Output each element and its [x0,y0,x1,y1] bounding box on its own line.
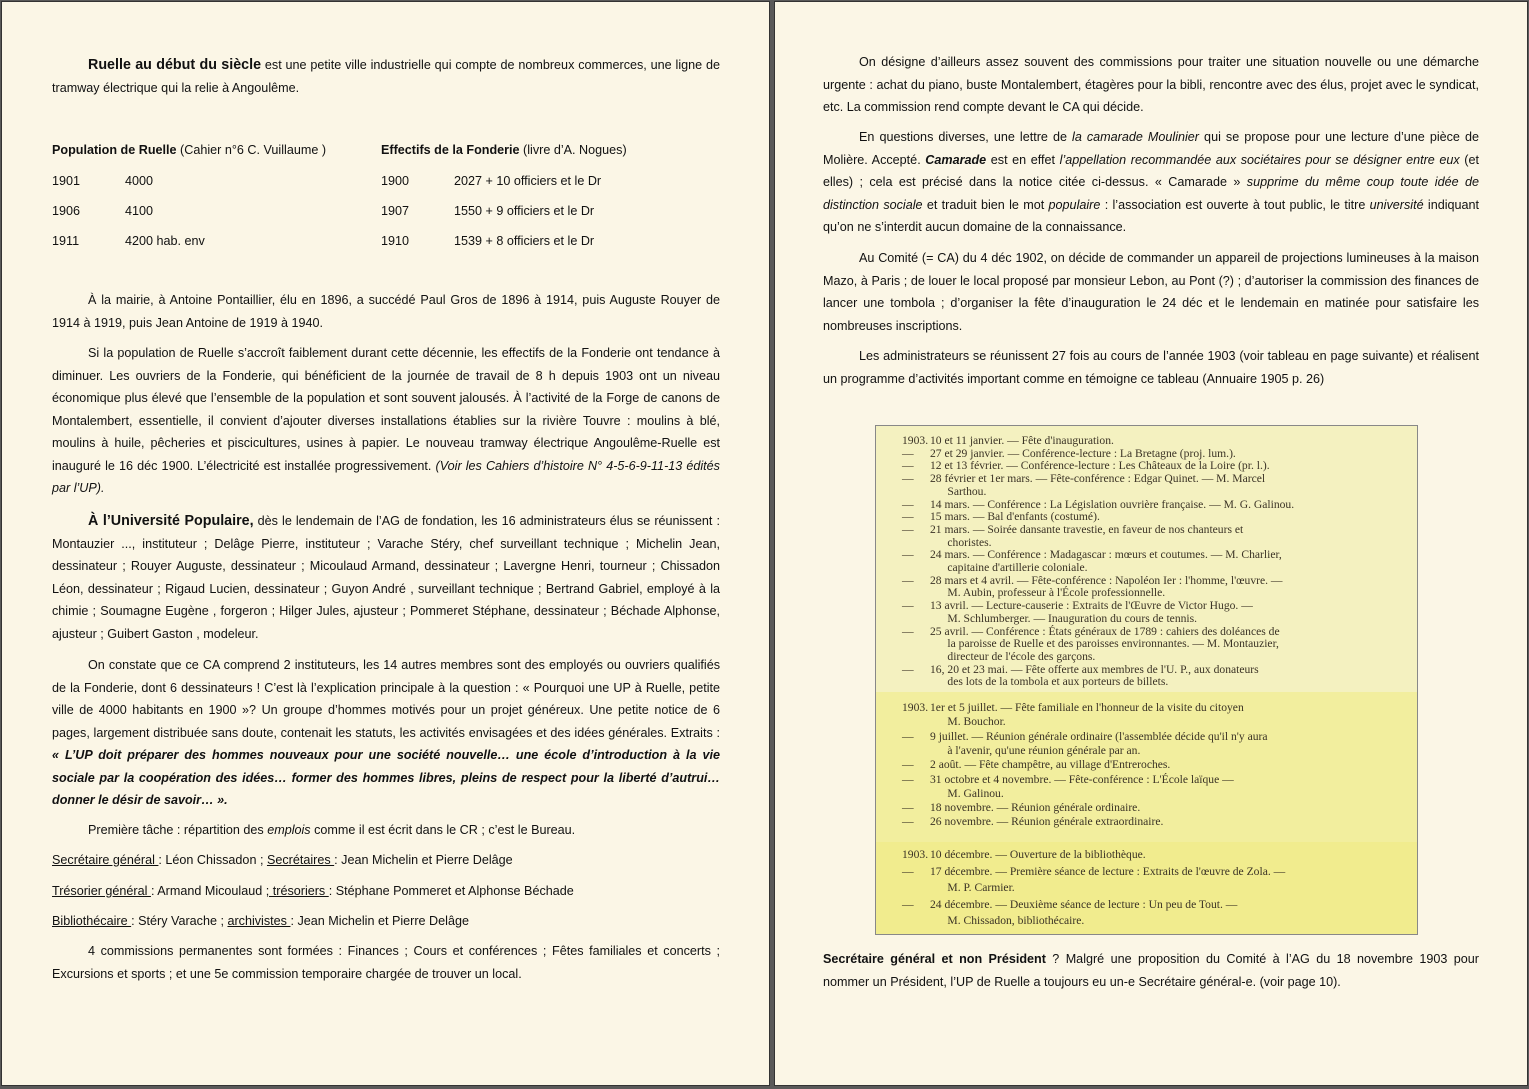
annuaire-entry-text: 18 novembre. — Réunion générale ordinaire. [930,801,1141,815]
annuaire-date-marker: 1903. [902,701,929,714]
annuaire-entry-text: des lots de la tombola et aux porteurs de billets. [930,675,1169,689]
annuaire-entry-text: 1er et 5 juillet. — Fête familiale en l'honneur de la visite du citoyen [930,701,1244,714]
annuaire-entry-text: 10 et 11 janvier. — Fête d'inauguration. [930,434,1114,447]
annuaire-entry-text: 14 mars. — Conférence : La Législation ouvrière française. — M. G. Galinou. [930,497,1295,511]
annuaire-date-marker: — [902,758,914,772]
intro-paragraph: Ruelle au début du siècle est une petite ville industrielle qui compte de nombreux commerces, une ligne de tramway électrique qui la relie à Angoulême. [52,57,720,95]
annuaire-section-2 [876,692,1417,842]
annuaire-date-marker: — [902,522,914,536]
annuaire-date-marker: — [902,801,914,815]
annuaire-entry-text: Sarthou. [930,484,987,498]
up-paragraph: À l’Université Populaire, dès le lendemain de l’AG de fondation, les 16 administrateurs élus se réunissent : Montauzier ..., instituteur ; Delâge Pierre, instituteur ; Varache Stéry, chef surveillant technique ; Michelin Jean, dessinateur ; Rouyer Auguste, dessinateur ; Micoulaud Armand, dessinateur ; Lavergne Henri, tourneur ; Chissadon Léon, dessinateur ; Rigaud Lucien, dessinateur ; Guyon André , surveillant technique ; Bertrand Gabriel, employé à la chimie ; Soumagne Eugène , forgeron ; Hilger Jules, ajusteur ; Pommeret Stéphane, dessinateur ; Béchade Alphonse, ajusteur ; Guibert Gaston , modeleur. [52,513,720,641]
left-page [1,1,770,1086]
annuaire-date-marker: — [902,548,914,562]
table-row: 1901 4000 [52,174,154,188]
annuaire-date-marker: — [902,459,914,473]
annuaire-entry-text: 21 mars. — Soirée dansante travestie, en faveur de nos chanteurs et [930,522,1244,536]
annuaire-entry-text: choristes. [930,535,992,549]
annuaire-date-marker: — [902,446,914,460]
annuaire-entry-text: M. Bouchor. [930,715,1006,729]
annuaire-entry-text: 27 et 29 janvier. — Conférence-lecture : La Bretagne (proj. lum.). [930,446,1236,460]
annuaire-entry-text: M. Schlumberger. — Inauguration du cours de tennis. [930,611,1198,625]
annuaire-entry-text: directeur de l'école des garçons. [930,649,1096,663]
table-row: 1910 1539 + 8 officiers et le Dr [381,234,595,248]
bureau-bibliothecaire-line: Bibliothécaire : Stéry Varache ; archivistes : Jean Michelin et Pierre Delâge [52,914,469,928]
annuaire-date-marker: — [902,772,914,786]
table-row: 1900 2027 + 10 officiers et le Dr [381,174,602,188]
annuaire-entry-text: la paroisse de Ruelle et des paroisses environnantes. — M. Montauzier, [930,637,1279,651]
administrateurs-paragraph: Les administrateurs se réunissent 27 fois au cours de l’année 1903 (voir tableau en page suivante) et réalisent un programme d’activités important comme en témoigne ce tableau (Annuaire 1905 p. 26) [823,349,1479,386]
annuaire-entry-text: 16, 20 et 23 mai. — Fête offerte aux membres de l'U. P., aux donateurs [930,662,1259,676]
annuaire-date-marker: — [902,497,914,511]
annuaire-date-marker: 1903. [902,848,929,861]
annuaire-date-marker: 1903. [902,434,929,447]
annuaire-entry-text: 2 août. — Fête champêtre, au village d'Entreroches. [930,758,1171,772]
annuaire-entry-text: 13 avril. — Lecture-causerie : Extraits de l'Œuvre de Victor Hugo. — [930,599,1253,613]
annuaire-entry-text: 25 avril. — Conférence : États généraux de 1789 : cahiers des doléances de [930,624,1280,638]
annuaire-entry-text: M. Aubin, professeur à l'École professionnelle. [930,586,1166,600]
annuaire-date-marker: — [902,472,914,486]
secretaire-paragraph: Secrétaire général et non Président ? Malgré une proposition du Comité à l’AG du 18 novembre 1903 pour nommer un Président, l’UP de Ruelle a toujours eu un-e Secrétaire général-e. (voir page 10). [823,952,1479,989]
annuaire-entry-text: 31 octobre et 4 novembre. — Fête-conférence : L'École laïque — [930,772,1234,786]
annuaire-entry-text: M. Galinou. [930,786,1004,800]
annuaire-entry-text: 24 décembre. — Deuxième séance de lecture : Un peu de Tout. — [930,897,1238,911]
annuaire-entry-text: 15 mars. — Bal d'enfants (costumé). [930,510,1100,524]
annuaire-entry-text: M. Chissadon, bibliothécaire. [930,914,1085,928]
annuaire-date-marker: — [902,864,914,878]
annuaire-entry-text: 17 décembre. — Première séance de lecture : Extraits de l'œuvre de Zola. — [930,864,1286,878]
annuaire-section-1 [876,426,1417,692]
annuaire-entry-text: 28 février et 1er mars. — Fête-conférence : Edgar Quinet. — M. Marcel [930,472,1266,486]
population-table-title: Population de Ruelle (Cahier n°6 C. Vuillaume ) [52,143,327,157]
camarade-paragraph: En questions diverses, une lettre de la camarade Moulinier qui se propose pour une lecture d’une pièce de Molière. Accepté. Camarade est en effet l’appellation recommandée aux sociétaires pour se désigner entre eux (et elles) ; cela est précisé dans la notice citée ci-dessus. « Camarade » supprime du même coup toute idée de distinction sociale et traduit bien le mot populaire : l’association est ouverte à tout public, le titre université indiquant qu’on ne s’interdit aucun domaine de la connaissance. [823,130,1480,234]
annuaire-date-marker: — [902,624,914,638]
annuaire-date-marker: — [902,599,914,613]
right-page [774,1,1528,1086]
table-row: 1907 1550 + 9 officiers et le Dr [381,204,595,218]
annuaire-date-marker: — [902,815,914,829]
bureau-secretaire-line: Secrétaire général : Léon Chissadon ; Secrétaires : Jean Michelin et Pierre Delâge [52,853,513,867]
annuaire-entry-text: 28 mars et 4 avril. — Fête-conférence : Napoléon Ier : l'homme, l'œuvre. — [930,573,1283,587]
table-row: 1906 4100 [52,204,154,218]
annuaire-entry-text: 10 décembre. — Ouverture de la bibliothèque. [930,848,1146,861]
population-paragraph: Si la population de Ruelle s’accroît faiblement durant cette décennie, les effectifs de la Fonderie ont tendance à diminuer. Les ouvriers de la Fonderie, qui bénéficient de la journée de travail de 8 h depuis 1903 ont un niveau économique plus élevé que l’ensemble de la population et sont souvent jalousés. À l’activité de la Forge de canons de Montalembert, essentielle, il convient d’ajouter diverses installations établies sur la rivière Touvre : moulins à blé, moulins à huile, pêcheries et piscicultures, usines à papier. Le nouveau tramway électrique Angoulême-Ruelle est inauguré le 16 déc 1900. L’électricité est installée progressivement. (Voir les Cahiers d’histoire N° 4-5-6-9-11-13 édités par l’UP). [52,346,720,495]
tache-paragraph: Première tâche : répartition des emplois comme il est écrit dans le CR ; c’est le Bureau. [88,823,576,837]
annuaire-entry-text: M. P. Carmier. [930,881,1015,895]
ca-paragraph: On constate que ce CA comprend 2 instituteurs, les 14 autres membres sont des employés ou ouvriers qualifiés de la Fonderie, dont 6 dessinateurs ! C’est là l’explication principale à la question : « Pourquoi une UP à Ruelle, petite ville de 4000 habitants en 1900 »? Un groupe d’hommes motivés pour un projet généreux. Une petite notice de 6 pages, largement distribuée sans doute, contenait les statuts, les activités envisagées et des idées générales. Extraits : « L’UP doit préparer des hommes nouveaux pour une société nouvelle… une école d’introduction à la vie sociale par la coopération des idées… former des hommes libres, pleins de respect pour la liberté d’autrui… donner le désir de savoir… ». [52,658,720,807]
annuaire-entry-text: à l'avenir, qu'une réunion générale par an. [930,743,1141,757]
mairie-paragraph: À la mairie, à Antoine Pontaillier, élu en 1896, a succédé Paul Gros de 1896 à 1914, puis Auguste Rouyer de 1914 à 1919, puis Jean Antoine de 1919 à 1940. [52,293,720,330]
annuaire-entry-text: 26 novembre. — Réunion générale extraordinaire. [930,815,1164,829]
commissions-paragraph: 4 commissions permanentes sont formées : Finances ; Cours et conférences ; Fêtes familiales et concerts ; Excursions et sports ; et une 5e commission temporaire chargée de trouver un local. [52,944,720,981]
annuaire-date-marker: — [902,729,914,743]
comite-paragraph: Au Comité (= CA) du 4 déc 1902, on décide de commander un appareil de projections lumineuses à la maison Mazo, à Paris ; de louer le local proposé par monsieur Lebon, au Pont (?) ; d’autoriser la commission des finances de lancer une tombola ; d’organiser la fête d’inauguration le 24 déc et le lendemain en matinée pour satisfaire les nombreuses inscriptions. [823,251,1479,333]
commissions-paragraph-2: On désigne d’ailleurs assez souvent des commissions pour traiter une situation nouvelle ou une démarche urgente : achat du piano, buste Montalembert, étagères pour la bibli, rencontre avec des élus, projet avec le syndicat, etc. La commission rend compte devant le CA qui décide. [823,55,1479,114]
annuaire-1903-scan [875,425,1418,935]
annuaire-entry-text: 9 juillet. — Réunion générale ordinaire (l'assemblée décide qu'il n'y aura [930,729,1268,743]
annuaire-date-marker: — [902,573,914,587]
table-row: 1911 4200 hab. env [52,234,205,248]
bureau-tresorier-line: Trésorier général : Armand Micoulaud ; trésoriers : Stéphane Pommeret et Alphonse Béchade [52,884,574,898]
annuaire-date-marker: — [902,510,914,524]
annuaire-section-3 [876,842,1417,935]
annuaire-date-marker: — [902,897,914,911]
fonderie-table-title: Effectifs de la Fonderie (livre d’A. Nogues) [381,143,627,157]
annuaire-date-marker: — [902,662,914,676]
annuaire-entry-text: 12 et 13 février. — Conférence-lecture : Les Châteaux de la Loire (pr. l.). [930,459,1270,473]
annuaire-entry-text: 24 mars. — Conférence : Madagascar : mœurs et coutumes. — M. Charlier, [930,548,1282,562]
annuaire-entry-text: capitaine d'artillerie coloniale. [930,561,1088,574]
